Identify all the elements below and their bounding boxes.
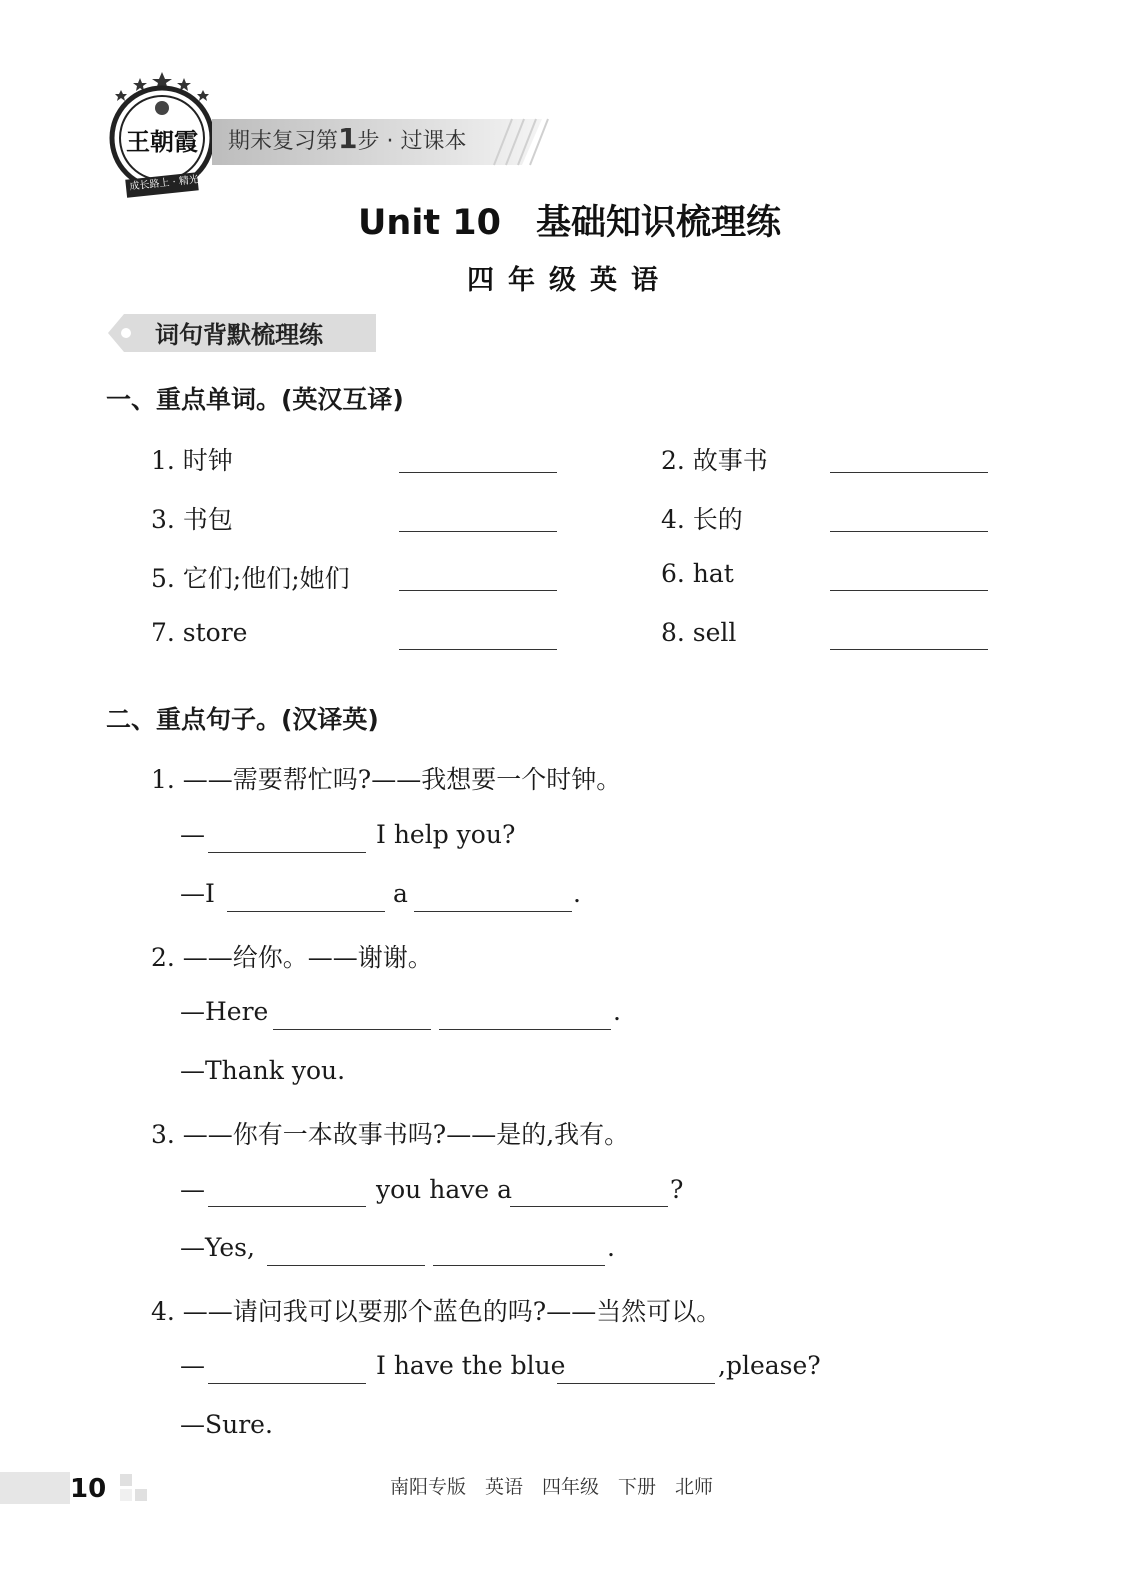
q3-a2-end: .: [607, 1233, 615, 1262]
q1-blank-1[interactable]: [208, 852, 366, 853]
word-item-3: 3. 书包: [151, 505, 233, 534]
q2-a2: —Thank you.: [180, 1056, 346, 1085]
q1-a2-start: —I: [180, 879, 215, 908]
section-tag: 词句背默梳理练: [155, 321, 323, 349]
q3-a1-end: ?: [670, 1175, 684, 1204]
word-blank-1[interactable]: [399, 472, 557, 473]
word-blank-8[interactable]: [830, 649, 988, 650]
q4-a1-dash: —: [180, 1351, 205, 1380]
word-blank-4[interactable]: [830, 531, 988, 532]
q2-a1-start: —Here: [180, 997, 269, 1026]
q4-blank-1[interactable]: [208, 1383, 366, 1384]
logo-slogan: 成长路上 · 精光满天: [129, 172, 220, 193]
word-item-1: 1. 时钟: [151, 446, 233, 475]
q2-blank-2[interactable]: [439, 1029, 611, 1030]
q3-a1-dash: —: [180, 1175, 205, 1204]
footer-edition-info: 南阳专版 英语 四年级 下册 北师: [390, 1476, 714, 1498]
banner-prefix: 期末复习第: [228, 129, 339, 154]
word-item-5: 5. 它们;他们;她们: [151, 564, 350, 593]
part1-heading: 一、重点单词。(英汉互译): [106, 385, 404, 414]
word-item-2: 2. 故事书: [661, 446, 768, 475]
q3-blank-3[interactable]: [267, 1265, 425, 1266]
word-item-8: 8. sell: [661, 618, 737, 647]
q2-blank-1[interactable]: [273, 1029, 431, 1030]
q3-blank-2[interactable]: [510, 1206, 668, 1207]
q1-a1-dash: —: [180, 820, 205, 849]
banner-suffix: 步 · 过课本: [357, 129, 467, 154]
q4-a2: —Sure.: [180, 1410, 273, 1439]
q2-prompt: 2. ——给你。——谢谢。: [151, 943, 433, 972]
q4-a1-mid: I have the blue: [376, 1351, 566, 1380]
q1-blank-2[interactable]: [227, 911, 385, 912]
part2-heading: 二、重点句子。(汉译英): [106, 705, 379, 734]
q3-a2-start: —Yes,: [180, 1233, 255, 1262]
q3-a1-mid: you have a: [376, 1175, 512, 1204]
footer-squares-decoration: [120, 1472, 150, 1504]
q1-a1-text: I help you?: [376, 820, 516, 849]
q2-a1-end: .: [613, 997, 621, 1026]
banner-text: [228, 122, 466, 155]
page-title: Unit 10 基础知识梳理练: [358, 203, 781, 243]
q1-prompt: 1. ——需要帮忙吗?——我想要一个时钟。: [151, 765, 622, 794]
footer-bar: [0, 1472, 70, 1504]
q4-a1-end: ,please?: [718, 1351, 821, 1380]
q3-blank-4[interactable]: [433, 1265, 605, 1266]
page-subtitle: 四年级英语: [467, 265, 672, 296]
word-blank-5[interactable]: [399, 590, 557, 591]
q3-prompt: 3. ——你有一本故事书吗?——是的,我有。: [151, 1120, 630, 1149]
page-number: 10: [70, 1472, 134, 1504]
logo-name: 王朝霞: [126, 127, 198, 156]
q3-blank-1[interactable]: [208, 1206, 366, 1207]
banner-step-number: 1: [338, 122, 358, 155]
word-item-7: 7. store: [151, 618, 248, 647]
word-item-6: 6. hat: [661, 559, 734, 588]
word-blank-2[interactable]: [830, 472, 988, 473]
word-blank-7[interactable]: [399, 649, 557, 650]
word-item-4: 4. 长的: [661, 505, 743, 534]
q1-blank-3[interactable]: [414, 911, 572, 912]
word-blank-3[interactable]: [399, 531, 557, 532]
word-blank-6[interactable]: [830, 590, 988, 591]
q1-a2-mid: a: [393, 879, 408, 908]
q4-prompt: 4. ——请问我可以要那个蓝色的吗?——当然可以。: [151, 1297, 722, 1326]
q1-a2-end: .: [573, 879, 581, 908]
q4-blank-2[interactable]: [557, 1383, 715, 1384]
